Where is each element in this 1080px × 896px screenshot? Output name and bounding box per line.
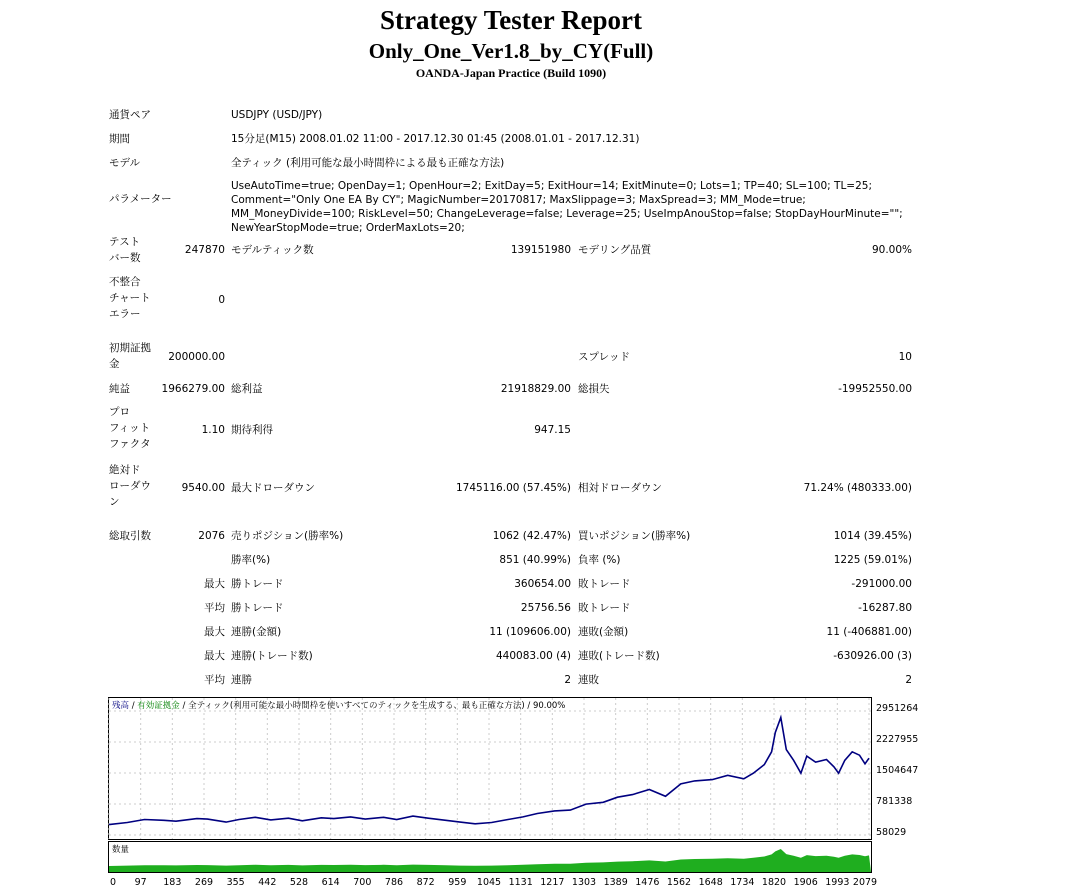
x-tick-label: 1993: [825, 877, 850, 888]
cons-loss-label: 連敗(トレード数): [578, 650, 660, 662]
x-tick-label: 269: [194, 877, 214, 888]
avg-cons-loss-value: 2: [905, 674, 912, 686]
x-tick-label: 1476: [635, 877, 660, 888]
x-tick-label: 1045: [476, 877, 502, 888]
ticks-value: 139151980: [510, 244, 571, 256]
x-tick-label: 1906: [793, 877, 818, 888]
avg-cons-win-value: 2: [564, 674, 571, 686]
largest-loss-value: -291000.00: [851, 578, 912, 590]
x-tick-label: 1131: [508, 877, 533, 888]
cons-profit-value: 440083.00 (4): [496, 650, 571, 662]
short-value: 1062 (42.47%): [492, 530, 571, 542]
model-value: 全ティック (利用可能な最小時間枠による最も正確な方法): [231, 157, 505, 169]
x-tick-label: 2079: [852, 877, 878, 888]
cons-wins-money-value: 11 (109606.00): [489, 626, 571, 638]
mismatch-value: 0: [218, 294, 225, 306]
legend-balance: 残高: [112, 701, 130, 711]
params-label: パラメーター: [109, 193, 172, 205]
y-tick-label: 58029: [876, 827, 907, 838]
volume-label: 数量: [112, 845, 130, 855]
period-label: 期間: [109, 133, 130, 145]
avg-loss-value: -16287.80: [858, 602, 912, 614]
x-tick-label: 442: [258, 877, 277, 888]
x-tick-label: 614: [321, 877, 340, 888]
avg-cons-win-label: 連勝: [231, 674, 252, 686]
winrate-label: 勝率(%): [231, 554, 271, 566]
y-tick-label: 2227955: [876, 734, 919, 745]
cons-wins-money-label: 連勝(金額): [231, 626, 282, 638]
lossrate-label: 負率 (%): [578, 554, 621, 566]
deposit-value: 200000.00: [168, 351, 225, 363]
x-tick-label: 786: [384, 877, 404, 888]
cons-loss-value: -630926.00 (3): [833, 650, 912, 662]
gross-profit-value: 21918829.00: [500, 383, 571, 395]
svg-text:残高 / 有効証拠金 / 全ティック(利用可能な最小時間枠を: 残高 / 有効証拠金 / 全ティック(利用可能な最小時間枠を使いすべてのティックを生成する、最も正確な方法) / 90.00%: [112, 701, 566, 711]
x-tick-label: 700: [353, 877, 372, 888]
x-tick-label: 1562: [666, 877, 692, 888]
reldd-label: 相対ドローダウン: [578, 482, 662, 494]
server-name: OANDA-Japan Practice (Build 1090): [415, 66, 607, 80]
max-label-2: 最大: [204, 626, 225, 638]
largest-win-value: 360654.00: [514, 578, 571, 590]
quality-label: モデリング品質: [578, 244, 652, 256]
avg-label-2: 平均: [204, 674, 225, 686]
x-tick-label: 1820: [761, 877, 787, 888]
maxdd-label: 最大ドローダウン: [231, 482, 315, 494]
x-tick-label: 97: [134, 877, 147, 888]
short-label: 売りポジション(勝率%): [231, 530, 344, 542]
x-tick-label: 0: [109, 877, 117, 888]
max-label-3: 最大: [204, 650, 225, 662]
spread-label: スプレッド: [578, 351, 630, 363]
x-tick-label: 1648: [698, 877, 723, 888]
x-tick-label: 183: [163, 877, 182, 888]
spread-value: 10: [898, 351, 912, 363]
expected-label: 期待利得: [231, 424, 273, 436]
gross-loss-value: -19952550.00: [838, 383, 912, 395]
long-label: 買いポジション(勝率%): [578, 530, 691, 542]
deposit-label: 初期証拠 金: [109, 342, 151, 370]
ea-name: Only_One_Ver1.8_by_CY(Full): [368, 39, 654, 63]
absdd-label: 絶対ド ローダウ ン: [109, 464, 151, 508]
x-tick-label: 872: [416, 877, 435, 888]
avg-win-label: 勝トレード: [231, 602, 284, 614]
trades-label: 総取引数: [109, 530, 151, 542]
cons-losses-money-label: 連敗(金額): [578, 626, 629, 638]
long-value: 1014 (39.45%): [833, 530, 912, 542]
legend-description: / 全ティック(利用可能な最小時間枠を使いすべてのティックを生成する、最も正確な方法) / 90.00%: [179, 701, 566, 711]
avg-loss-label: 敗トレード: [578, 602, 631, 614]
legend-equity: 有効証拠金: [137, 701, 180, 711]
avg-win-value: 25756.56: [520, 602, 571, 614]
cons-losses-money-value: 11 (-406881.00): [826, 626, 912, 638]
balance-graph: [108, 697, 872, 873]
avg-label: 平均: [204, 602, 225, 614]
winrate-value: 851 (40.99%): [499, 554, 571, 566]
x-tick-label: 1217: [540, 877, 565, 888]
x-tick-label: 355: [226, 877, 245, 888]
quality-value: 90.00%: [871, 244, 912, 256]
model-label: モデル: [109, 157, 140, 169]
pf-label: プロ フィット ファクタ: [109, 406, 151, 450]
max-label: 最大: [204, 578, 225, 590]
mismatch-label: 不整合 チャート エラー: [109, 276, 151, 320]
period-value: 15分足(M15) 2008.01.02 11:00 - 2017.12.30 01:45 (2008.01.01 - 2017.12.31): [231, 133, 640, 145]
report-title: Strategy Tester Report: [380, 5, 642, 35]
x-tick-label: 959: [448, 877, 467, 888]
y-tick-label: 1504647: [876, 765, 919, 776]
reldd-value: 71.24% (480333.00): [803, 482, 912, 494]
maxdd-value: 1745116.00 (57.45%): [455, 482, 571, 494]
net-value: 1966279.00: [161, 383, 225, 395]
largest-win-label: 勝トレード: [231, 578, 284, 590]
cons-profit-label: 連勝(トレード数): [231, 650, 313, 662]
symbol-value: USDJPY (USD/JPY): [231, 109, 323, 121]
gross-loss-label: 総損失: [578, 383, 610, 395]
symbol-label: 通貨ペア: [109, 109, 151, 121]
trades-value: 2076: [198, 530, 225, 542]
pf-value: 1.10: [201, 424, 225, 436]
avg-cons-loss-label: 連敗: [578, 674, 599, 686]
lossrate-value: 1225 (59.01%): [833, 554, 912, 566]
absdd-value: 9540.00: [181, 482, 225, 494]
x-tick-label: 528: [289, 877, 309, 888]
y-tick-label: 2951264: [876, 703, 919, 714]
expected-value: 947.15: [534, 424, 571, 436]
x-tick-label: 1303: [571, 877, 597, 888]
gross-profit-label: 総利益: [231, 383, 263, 395]
ticks-label: モデルティック数: [231, 244, 314, 256]
x-tick-label: 1734: [730, 877, 755, 888]
largest-loss-label: 敗トレード: [578, 578, 631, 590]
y-tick-label: 781338: [876, 796, 913, 807]
net-label: 純益: [109, 383, 130, 395]
x-tick-label: 1389: [603, 877, 628, 888]
params-value: UseAutoTime=true; OpenDay=1; OpenHour=2; ExitDay=5; ExitHour=14; ExitMinute=0; Lots=1; TP=40; SL=100; TL=25; Comment="Only One EA By CY"; MagicNumber=20170817; MaxSlippage=3; MaxSpread=3; MM_Mode=true; MM_MoneyDivide=100; RiskLevel=50; ChangeLeverage=false; Leverage=25; UseImpAnouStop=false; StopDayHourMinute=""; NewYearStopMode=true; OrderMaxLots=20;: [231, 180, 903, 234]
bars-label: テスト バー数: [109, 236, 141, 264]
bars-value: 247870: [184, 244, 225, 256]
